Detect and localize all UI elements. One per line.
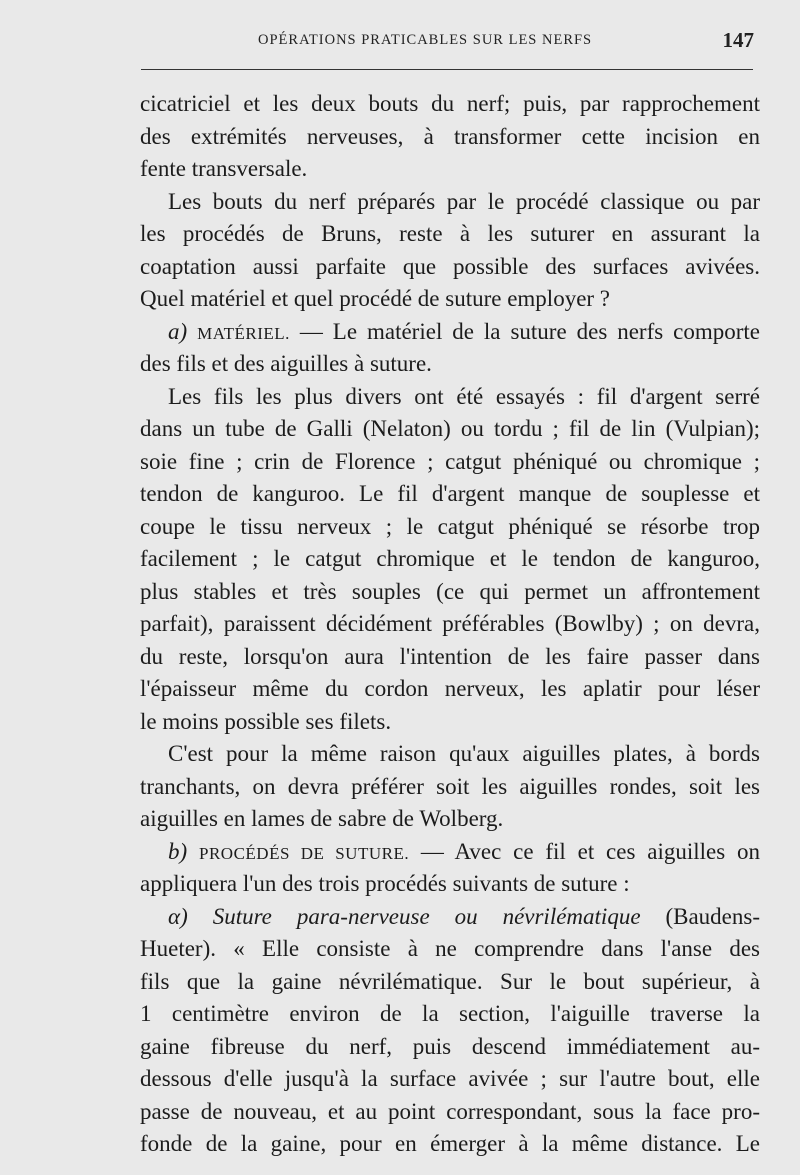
section-letter: b) xyxy=(168,838,199,864)
section-text: — Avec ce fil et ces aiguilles on xyxy=(409,838,760,864)
text-line: gaine fibreuse du nerf, puis descend immédiatement au- xyxy=(140,1033,760,1059)
text-line: fils que la gaine névrilématique. Sur le bout supérieur, à xyxy=(140,968,760,994)
subsection-text: (Baudens- xyxy=(640,903,761,929)
section-letter: a) xyxy=(168,318,198,344)
section-heading-materiel xyxy=(140,316,760,349)
text-line: Les fils les plus divers ont été essayés : fil d'argent serré xyxy=(168,383,760,409)
text-line: les procédés de Bruns, reste à les suturer en assurant la xyxy=(140,221,760,246)
text-line: 1 centimètre environ de la section, l'aiguille traverse la xyxy=(140,1001,760,1026)
text-line: tendon de kanguroo. Le fil d'argent manque de souplesse et xyxy=(140,481,760,506)
text-line: dans un tube de Galli (Nelaton) ou tordu ; fil de lin (Vulpian); xyxy=(140,416,760,441)
section-text: — Le matériel de la suture des nerfs comporte xyxy=(289,318,760,344)
header-rule xyxy=(141,69,753,70)
page-number: 147 xyxy=(722,28,754,52)
text-line: dessous d'elle jusqu'à la surface avivée ; sur l'autre bout, elle xyxy=(140,1066,760,1091)
text-line: aiguilles en lames de sabre de Wolberg. xyxy=(140,806,504,831)
subsection-heading-alpha xyxy=(140,901,760,934)
subsection-title: Suture para-nerveuse ou névrilématique xyxy=(212,903,641,929)
section-heading-procedes xyxy=(140,836,760,869)
text-line: fonde de la gaine, pour en émerger à la même distance. Le xyxy=(140,1131,760,1156)
text-line: plus stables et très souples (ce qui permet un affrontement xyxy=(140,578,760,604)
text-line: appliquera l'un des trois procédés suivants de suture : xyxy=(140,871,630,896)
text-line: Hueter). « Elle consiste à ne comprendre dans l'anse des xyxy=(140,936,760,961)
subsection-letter: α) xyxy=(168,903,213,929)
text-line: du reste, lorsqu'on aura l'intention de les faire passer dans xyxy=(140,643,760,669)
section-label: PROCÉDÉS DE SUTURE. xyxy=(199,843,410,863)
text-line: facilement ; le catgut chromique et le tendon de kanguroo, xyxy=(140,546,760,571)
text-line: C'est pour la même raison qu'aux aiguilles plates, à bords xyxy=(168,741,760,766)
text-line: tranchants, on devra préférer soit les aiguilles rondes, soit les xyxy=(140,773,760,799)
text-line: Les bouts du nerf préparés par le procédé classique ou par xyxy=(168,188,760,214)
text-line: l'épaisseur même du cordon nerveux, les aplatir pour léser xyxy=(140,676,760,701)
text-line: cicatriciel et les deux bouts du nerf; puis, par rapprochement xyxy=(140,91,760,116)
text-line: des extrémités nerveuses, à transformer cette incision en xyxy=(140,123,760,149)
text-line: coaptation aussi parfaite que possible des surfaces avivées. xyxy=(140,253,760,279)
body-text xyxy=(140,88,760,1161)
text-line: des fils et des aiguilles à suture. xyxy=(140,351,432,376)
running-head xyxy=(140,30,758,54)
text-line: fente transversale. xyxy=(140,156,308,181)
text-line: coupe le tissu nerveux ; le catgut phéniqué se résorbe trop xyxy=(140,513,760,539)
text-line: passe de nouveau, et au point correspondant, sous la face pro- xyxy=(140,1098,760,1124)
text-line: parfait), paraissent décidément préférables (Bowlby) ; on devra, xyxy=(140,611,760,636)
text-line: soie fine ; crin de Florence ; catgut phéniqué ou chromique ; xyxy=(140,448,760,474)
running-title: OPÉRATIONS PRATICABLES SUR LES NERFS xyxy=(258,32,593,48)
section-label: MATÉRIEL. xyxy=(197,323,290,343)
text-line: Quel matériel et quel procédé de suture employer ? xyxy=(140,286,611,311)
text-line: le moins possible ses filets. xyxy=(140,708,392,734)
